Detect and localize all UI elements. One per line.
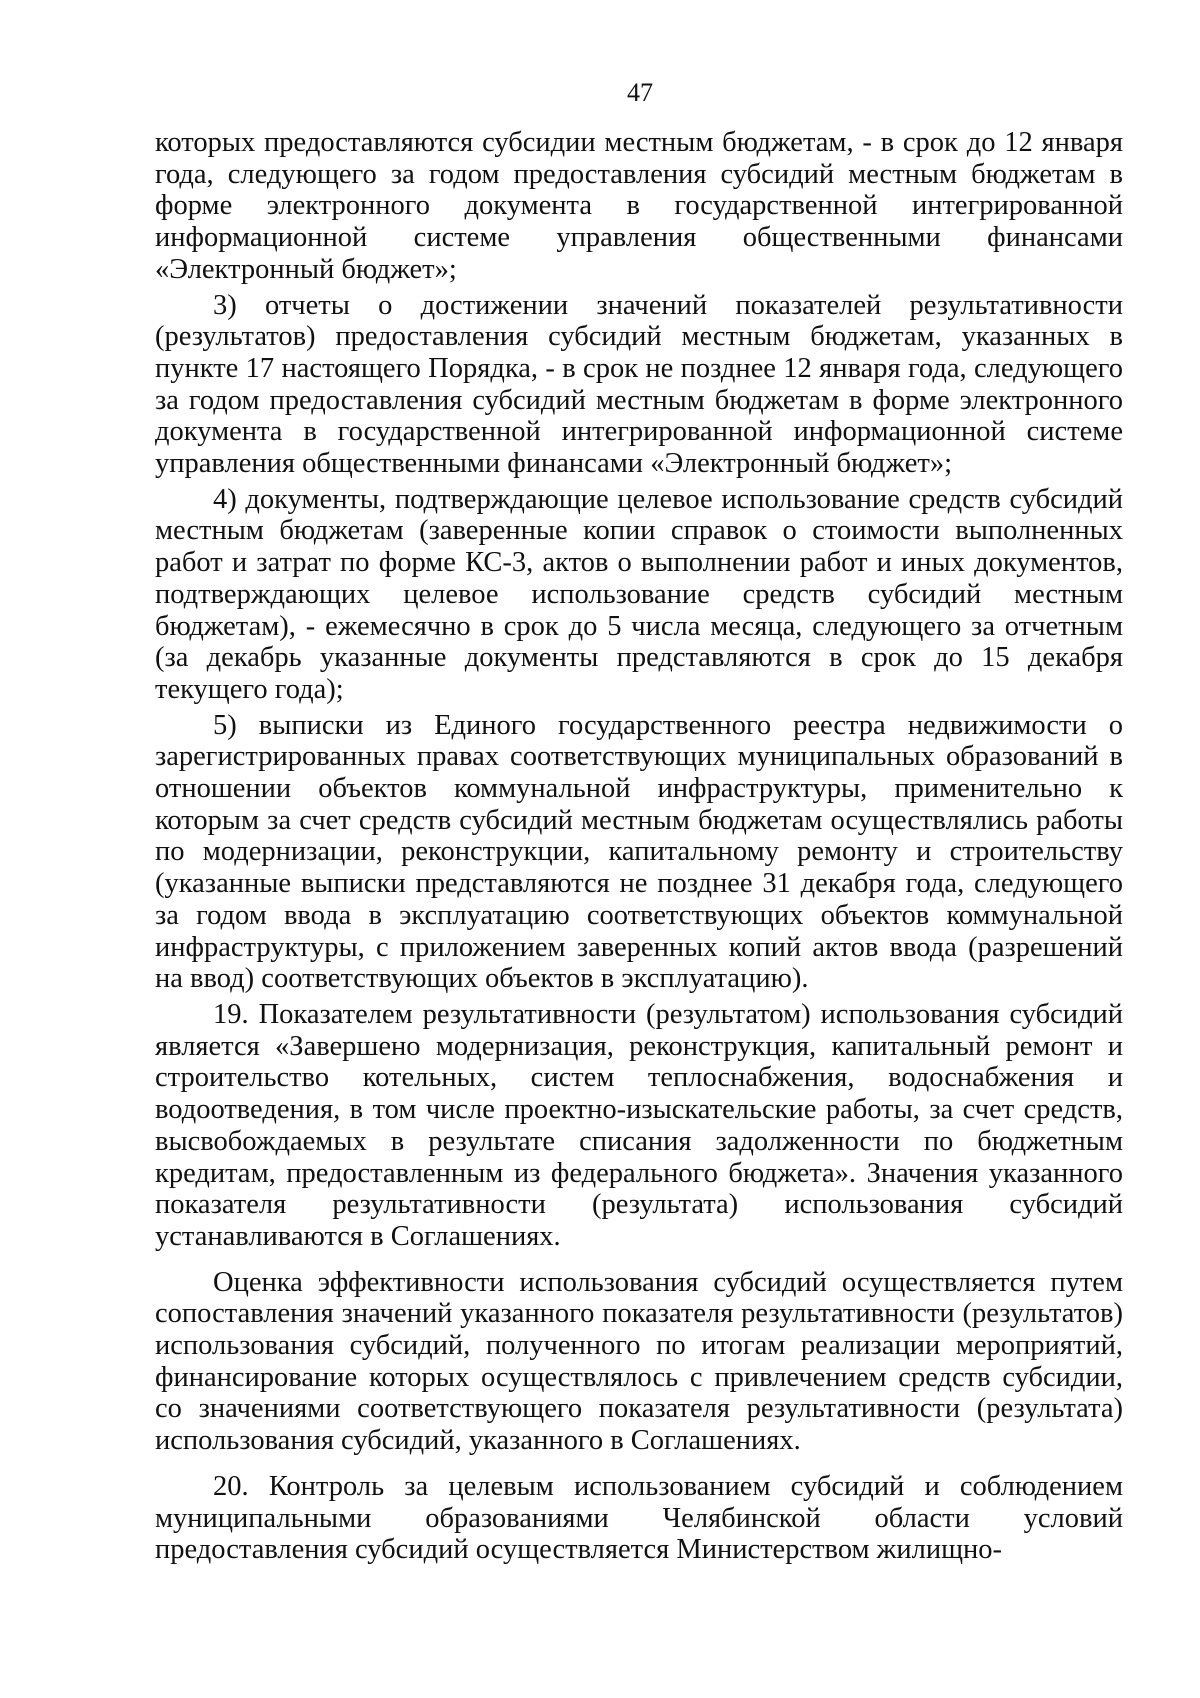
paragraph-item-4-documents: 4) документы, подтверждающие целевое использование средств субсидий местным бюджетам (заверенные копии справок о стоимости выполненных работ и затрат по форме КС-3, актов о выполнении работ и иных документов, подтверждающих целевое использование средств субсидий местным бюджетам), - ежемесячно в срок до 5 числа месяца, следующего за отчетным (за декабрь указанные документы представляются в срок до 15 декабря текущего года); [155, 483, 1123, 705]
paragraph-section-19: 19. Показателем результативности (результатом) использования субсидий является «Завершено модернизация, реконструкция, капитальный ремонт и строительство котельных, систем теплоснабжения, водоснабжения и водоотведения, в том числе проектно-изыскательские работы, за счет средств, высвобождаемых в результате списания задолженности по бюджетным кредитам, предоставленным из федерального бюджета». Значения указанного показателя результативности (результата) использования субсидий устанавливаются в Соглашениях. [155, 998, 1123, 1252]
paragraph-item-3-reports: 3) отчеты о достижении значений показателей результативности (результатов) предоставления субсидий местным бюджетам, указанных в пункте 17 настоящего Порядка, - в срок не позднее 12 января года, следующего за годом предоставления субсидий местным бюджетам в форме электронного документа в государственной интегрированной информационной системе управления общественными финансами «Электронный бюджет»; [155, 289, 1123, 480]
document-body [155, 127, 1123, 1566]
paragraph-item-5-extracts: 5) выписки из Единого государственного реестра недвижимости о зарегистрированных правах соответствующих муниципальных образований в отношении объектов коммунальной инфраструктуры, применительно к которым за счет средств субсидий местным бюджетам осуществлялись работы по модернизации, реконструкции, капитальному ремонту и строительству (указанные выписки представляются не позднее 31 декабря года, следующего за годом ввода в эксплуатацию соответствующих объектов коммунальной инфраструктуры, с приложением заверенных копий актов ввода (разрешений на ввод) соответствующих объектов в эксплуатацию). [155, 709, 1123, 995]
paragraph-continuation: которых предоставляются субсидии местным бюджетам, - в срок до 12 января года, следующего за годом предоставления субсидий местным бюджетам в форме электронного документа в государственной интегрированной информационной системе управления общественными финансами «Электронный бюджет»; [155, 127, 1123, 285]
paragraph-section-20: 20. Контроль за целевым использованием субсидий и соблюдением муниципальными образованиями Челябинской области условий предоставления субсидий осуществляется Министерством жилищно- [155, 1470, 1123, 1566]
page-number: 47 [627, 78, 653, 107]
paragraph-efficiency-assessment: Оценка эффективности использования субсидий осуществляется путем сопоставления значений указанного показателя результативности (результатов) использования субсидий, полученного по итогам реализации мероприятий, финансирование которых осуществлялось с привлечением средств субсидии, со значениями соответствующего показателя результативности (результата) использования субсидий, указанного в Соглашениях. [155, 1266, 1123, 1457]
